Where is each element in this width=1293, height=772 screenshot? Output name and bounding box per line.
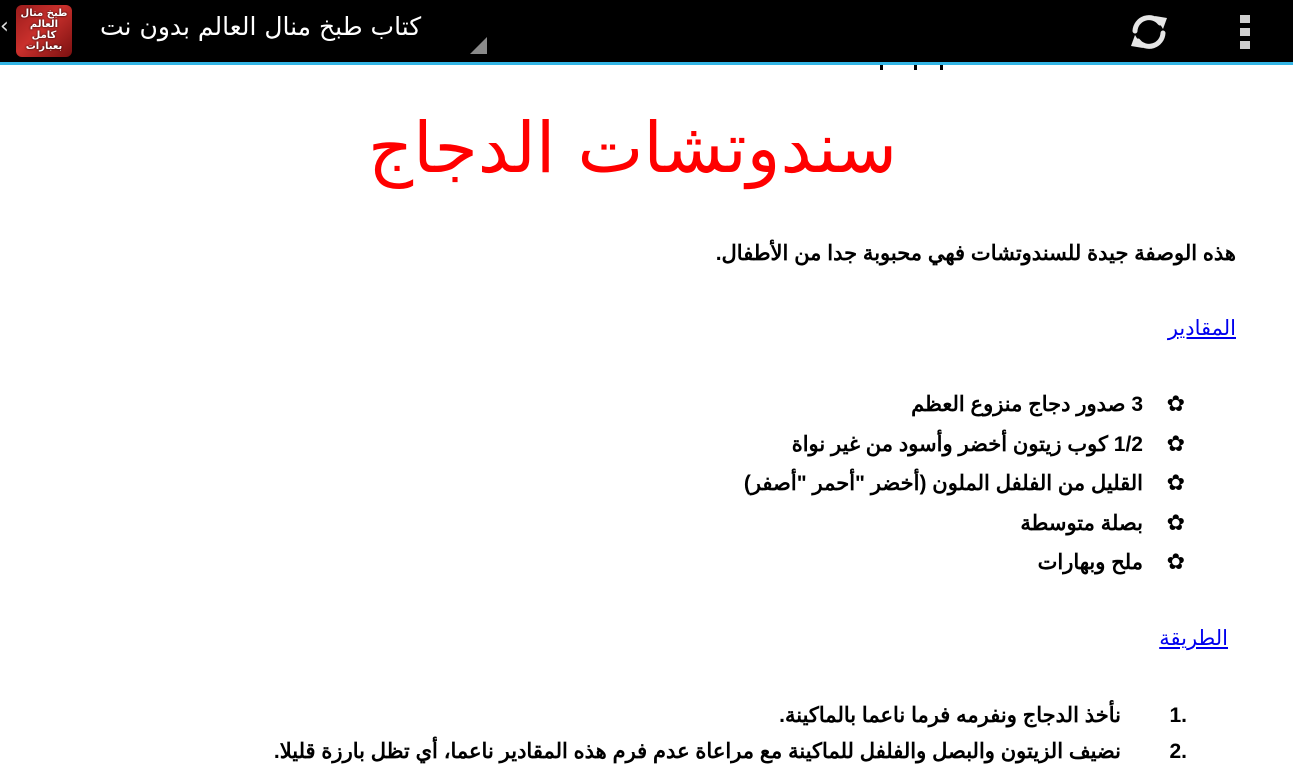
up-caret-icon[interactable]: ‹ xyxy=(0,14,9,39)
flower-bullet-icon: ✿ xyxy=(1166,431,1185,457)
list-item xyxy=(744,427,1187,467)
list-item xyxy=(274,735,1187,771)
step-number: 1. xyxy=(1169,704,1187,727)
step-text: نأخذ الدجاج ونفرمه فرما ناعما بالماكينة. xyxy=(779,704,1121,727)
list-item xyxy=(274,699,1187,735)
ingredients-heading-link[interactable]: المقادير xyxy=(1167,317,1236,340)
overflow-menu-icon[interactable] xyxy=(1237,12,1253,52)
app-icon-text: طبخ منال العالم كامل بعبارات xyxy=(20,8,68,52)
ingredient-text: 3 صدور دجاج منزوع العظم xyxy=(911,393,1143,416)
flower-bullet-icon: ✿ xyxy=(1166,510,1185,536)
ingredient-text: بصلة متوسطة xyxy=(1020,511,1143,535)
recipe-title: سندوتشات الدجاج xyxy=(367,107,898,189)
list-item xyxy=(744,387,1187,427)
method-heading-link[interactable]: الطريقة xyxy=(1159,627,1228,650)
ingredient-text: ملح وبهارات xyxy=(1037,551,1143,574)
action-bar xyxy=(0,0,1293,65)
flower-bullet-icon: ✿ xyxy=(1166,392,1185,417)
method-steps-list xyxy=(274,699,1187,771)
list-item xyxy=(744,506,1187,546)
dropdown-indicator-icon[interactable] xyxy=(470,37,487,54)
recipe-intro: هذه الوصفة جيدة للسندوتشات فهي محبوبة جدا من الأطفال. xyxy=(715,242,1236,265)
list-item xyxy=(744,466,1187,506)
flower-bullet-icon: ✿ xyxy=(1166,471,1185,496)
clipped-text-fragment xyxy=(870,65,950,75)
webview-content[interactable] xyxy=(0,65,1293,772)
app-icon[interactable] xyxy=(16,5,72,57)
ingredient-text: القليل من الفلفل الملون (أخضر "أحمر "أصفر) xyxy=(743,472,1143,495)
step-number: 2. xyxy=(1169,740,1187,763)
flower-bullet-icon: ✿ xyxy=(1166,550,1185,575)
app-title[interactable]: كتاب طبخ منال العالم بدون نت xyxy=(100,12,422,41)
ingredients-list xyxy=(744,387,1187,585)
refresh-icon[interactable] xyxy=(1127,12,1171,52)
ingredient-text: 1/2 كوب زيتون أخضر وأسود من غير نواة xyxy=(791,432,1143,456)
list-item xyxy=(744,545,1187,585)
step-text: نضيف الزيتون والبصل والفلفل للماكينة مع مراعاة عدم فرم هذه المقادير ناعما، أي تظل بارزة قليلا. xyxy=(273,740,1121,763)
